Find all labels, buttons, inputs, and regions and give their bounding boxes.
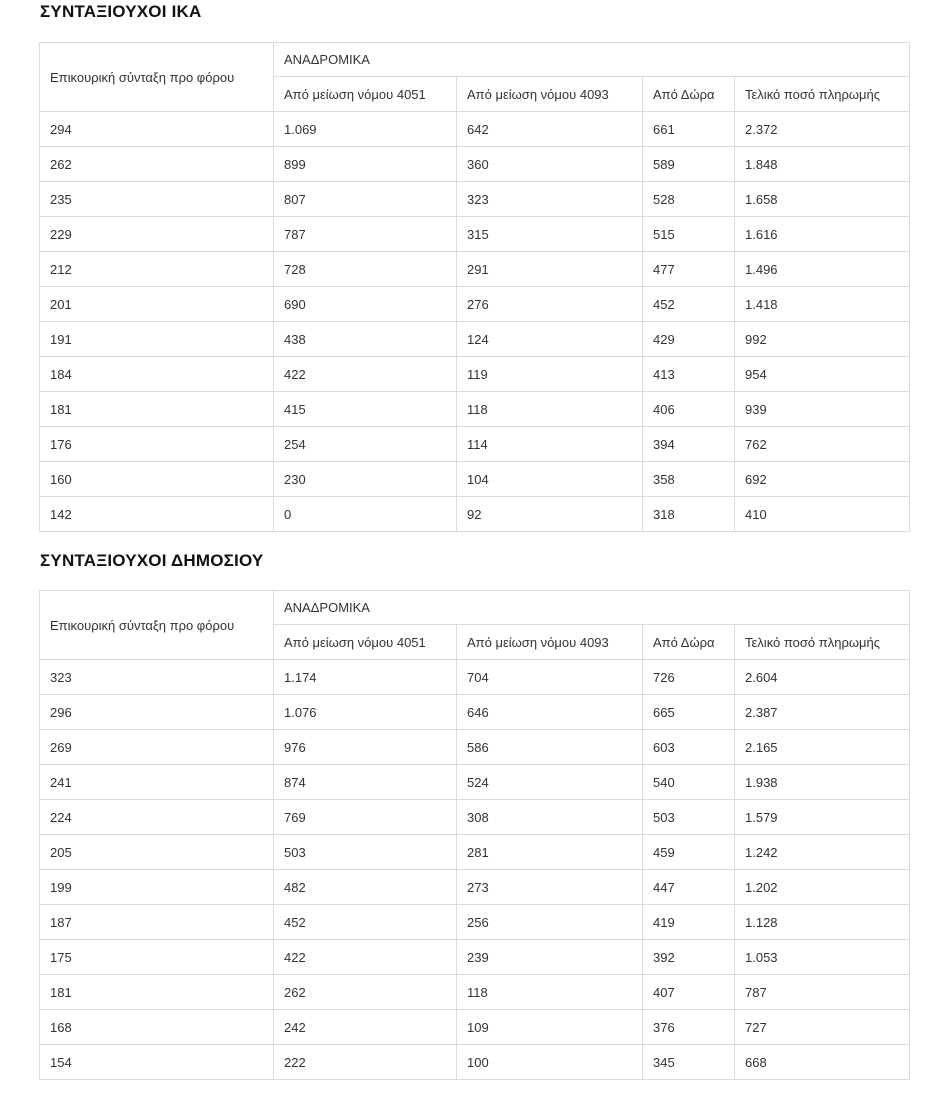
table-cell: 690 xyxy=(274,287,457,322)
table-cell: 235 xyxy=(40,182,274,217)
table-cell: 212 xyxy=(40,252,274,287)
table-cell: 230 xyxy=(274,462,457,497)
table-cell: 392 xyxy=(643,940,735,975)
table-cell: 515 xyxy=(643,217,735,252)
section-title-ika: ΣΥΝΤΑΞΙΟΥΧΟΙ ΙΚΑ xyxy=(40,2,202,21)
table-cell: 874 xyxy=(274,765,457,800)
table-cell: 1.418 xyxy=(735,287,910,322)
table-header xyxy=(40,43,910,112)
table-cell: 229 xyxy=(40,217,274,252)
table-row xyxy=(40,182,910,217)
table-cell: 100 xyxy=(457,1045,643,1080)
table-cell: 360 xyxy=(457,147,643,182)
table-cell: 241 xyxy=(40,765,274,800)
table-cell: 503 xyxy=(643,800,735,835)
table-cell: 727 xyxy=(735,1010,910,1045)
table-row xyxy=(40,147,910,182)
table-cell: 459 xyxy=(643,835,735,870)
table-cell: 269 xyxy=(40,730,274,765)
table-cell: 787 xyxy=(735,975,910,1010)
table-cell: 114 xyxy=(457,427,643,462)
table-cell: 181 xyxy=(40,975,274,1010)
table-cell: 104 xyxy=(457,462,643,497)
header-col: Τελικό ποσό πληρωμής xyxy=(735,77,910,112)
table-cell: 154 xyxy=(40,1045,274,1080)
table-row xyxy=(40,975,910,1010)
table-cell: 118 xyxy=(457,392,643,427)
table-cell: 262 xyxy=(40,147,274,182)
table-cell: 668 xyxy=(735,1045,910,1080)
table-cell: 2.387 xyxy=(735,695,910,730)
table-row xyxy=(40,217,910,252)
table-cell: 175 xyxy=(40,940,274,975)
header-first-col: Επικουρική σύνταξη προ φόρου xyxy=(40,43,274,112)
table-cell: 704 xyxy=(457,660,643,695)
table-cell: 199 xyxy=(40,870,274,905)
table-cell: 345 xyxy=(643,1045,735,1080)
table-cell: 176 xyxy=(40,427,274,462)
table-cell: 276 xyxy=(457,287,643,322)
table-cell: 294 xyxy=(40,112,274,147)
table-cell: 187 xyxy=(40,905,274,940)
table-cell: 447 xyxy=(643,870,735,905)
table-cell: 415 xyxy=(274,392,457,427)
table-cell: 728 xyxy=(274,252,457,287)
table-cell: 318 xyxy=(643,497,735,532)
table-cell: 787 xyxy=(274,217,457,252)
table-cell: 992 xyxy=(735,322,910,357)
table-row xyxy=(40,1045,910,1080)
table-cell: 2.372 xyxy=(735,112,910,147)
table-cell: 477 xyxy=(643,252,735,287)
table-cell: 413 xyxy=(643,357,735,392)
table-cell: 1.938 xyxy=(735,765,910,800)
table-cell: 124 xyxy=(457,322,643,357)
table-cell: 0 xyxy=(274,497,457,532)
table-cell: 1.579 xyxy=(735,800,910,835)
table-row xyxy=(40,112,910,147)
table-cell: 222 xyxy=(274,1045,457,1080)
table-cell: 281 xyxy=(457,835,643,870)
table-row xyxy=(40,322,910,357)
table-cell: 406 xyxy=(643,392,735,427)
table-row xyxy=(40,1010,910,1045)
table-cell: 807 xyxy=(274,182,457,217)
table-cell: 1.616 xyxy=(735,217,910,252)
table-row xyxy=(40,427,910,462)
table-cell: 376 xyxy=(643,1010,735,1045)
table-cell: 291 xyxy=(457,252,643,287)
table-cell: 954 xyxy=(735,357,910,392)
table-row xyxy=(40,835,910,870)
table-cell: 118 xyxy=(457,975,643,1010)
table-cell: 540 xyxy=(643,765,735,800)
table-cell: 256 xyxy=(457,905,643,940)
table-header xyxy=(40,591,910,660)
table-row xyxy=(40,497,910,532)
table-cell: 1.496 xyxy=(735,252,910,287)
table-cell: 503 xyxy=(274,835,457,870)
table-cell: 160 xyxy=(40,462,274,497)
table-cell: 1.053 xyxy=(735,940,910,975)
table-cell: 726 xyxy=(643,660,735,695)
table-cell: 452 xyxy=(643,287,735,322)
table-cell: 358 xyxy=(643,462,735,497)
table-cell: 769 xyxy=(274,800,457,835)
header-col: Από μείωση νόμου 4093 xyxy=(457,625,643,660)
table-cell: 1.128 xyxy=(735,905,910,940)
table-cell: 646 xyxy=(457,695,643,730)
table-cell: 181 xyxy=(40,392,274,427)
table-cell: 2.165 xyxy=(735,730,910,765)
table-dimosiou xyxy=(39,590,910,1080)
table-cell: 939 xyxy=(735,392,910,427)
table-cell: 191 xyxy=(40,322,274,357)
header-col: Από μείωση νόμου 4051 xyxy=(274,625,457,660)
table-cell: 315 xyxy=(457,217,643,252)
table-cell: 1.069 xyxy=(274,112,457,147)
table-cell: 661 xyxy=(643,112,735,147)
table-cell: 482 xyxy=(274,870,457,905)
table-row xyxy=(40,905,910,940)
table-cell: 168 xyxy=(40,1010,274,1045)
table-row xyxy=(40,765,910,800)
table-row xyxy=(40,940,910,975)
header-col: Από μείωση νόμου 4051 xyxy=(274,77,457,112)
table-cell: 1.174 xyxy=(274,660,457,695)
table-cell: 586 xyxy=(457,730,643,765)
table-cell: 589 xyxy=(643,147,735,182)
table-row xyxy=(40,870,910,905)
section-title-dimosiou: ΣΥΝΤΑΞΙΟΥΧΟΙ ΔΗΜΟΣΙΟΥ xyxy=(40,551,264,570)
table-ika xyxy=(39,42,910,532)
table-cell: 438 xyxy=(274,322,457,357)
header-col: Από Δώρα xyxy=(643,77,735,112)
table-cell: 296 xyxy=(40,695,274,730)
header-group: ΑΝΑΔΡΟΜΙΚΑ xyxy=(274,43,910,77)
header-col: Από Δώρα xyxy=(643,625,735,660)
table-cell: 762 xyxy=(735,427,910,462)
table-cell: 262 xyxy=(274,975,457,1010)
table-cell: 142 xyxy=(40,497,274,532)
table-cell: 1.658 xyxy=(735,182,910,217)
table-row xyxy=(40,392,910,427)
table-cell: 642 xyxy=(457,112,643,147)
table-cell: 410 xyxy=(735,497,910,532)
table-cell: 419 xyxy=(643,905,735,940)
table-row xyxy=(40,252,910,287)
table-cell: 422 xyxy=(274,940,457,975)
table-row xyxy=(40,730,910,765)
header-col: Από μείωση νόμου 4093 xyxy=(457,77,643,112)
table-cell: 109 xyxy=(457,1010,643,1045)
table-body xyxy=(40,112,910,532)
table-cell: 603 xyxy=(643,730,735,765)
table-cell: 452 xyxy=(274,905,457,940)
table-cell: 407 xyxy=(643,975,735,1010)
table-cell: 323 xyxy=(457,182,643,217)
table-cell: 254 xyxy=(274,427,457,462)
table-cell: 429 xyxy=(643,322,735,357)
table-cell: 184 xyxy=(40,357,274,392)
table-row xyxy=(40,800,910,835)
table-row xyxy=(40,660,910,695)
table-cell: 205 xyxy=(40,835,274,870)
table-cell: 899 xyxy=(274,147,457,182)
table-row xyxy=(40,357,910,392)
table-cell: 1.076 xyxy=(274,695,457,730)
table-cell: 119 xyxy=(457,357,643,392)
table-cell: 308 xyxy=(457,800,643,835)
table-cell: 524 xyxy=(457,765,643,800)
table-cell: 92 xyxy=(457,497,643,532)
header-group: ΑΝΑΔΡΟΜΙΚΑ xyxy=(274,591,910,625)
table-cell: 1.848 xyxy=(735,147,910,182)
table-row xyxy=(40,695,910,730)
table-cell: 242 xyxy=(274,1010,457,1045)
table-cell: 224 xyxy=(40,800,274,835)
table-cell: 422 xyxy=(274,357,457,392)
header-first-col: Επικουρική σύνταξη προ φόρου xyxy=(40,591,274,660)
table-cell: 1.202 xyxy=(735,870,910,905)
table-cell: 273 xyxy=(457,870,643,905)
table-body xyxy=(40,660,910,1080)
table-cell: 665 xyxy=(643,695,735,730)
table-cell: 2.604 xyxy=(735,660,910,695)
table-cell: 323 xyxy=(40,660,274,695)
table-row xyxy=(40,287,910,322)
table-cell: 692 xyxy=(735,462,910,497)
header-col: Τελικό ποσό πληρωμής xyxy=(735,625,910,660)
table-cell: 1.242 xyxy=(735,835,910,870)
table-cell: 976 xyxy=(274,730,457,765)
table-cell: 528 xyxy=(643,182,735,217)
table-cell: 201 xyxy=(40,287,274,322)
table-cell: 239 xyxy=(457,940,643,975)
table-row xyxy=(40,462,910,497)
table-cell: 394 xyxy=(643,427,735,462)
